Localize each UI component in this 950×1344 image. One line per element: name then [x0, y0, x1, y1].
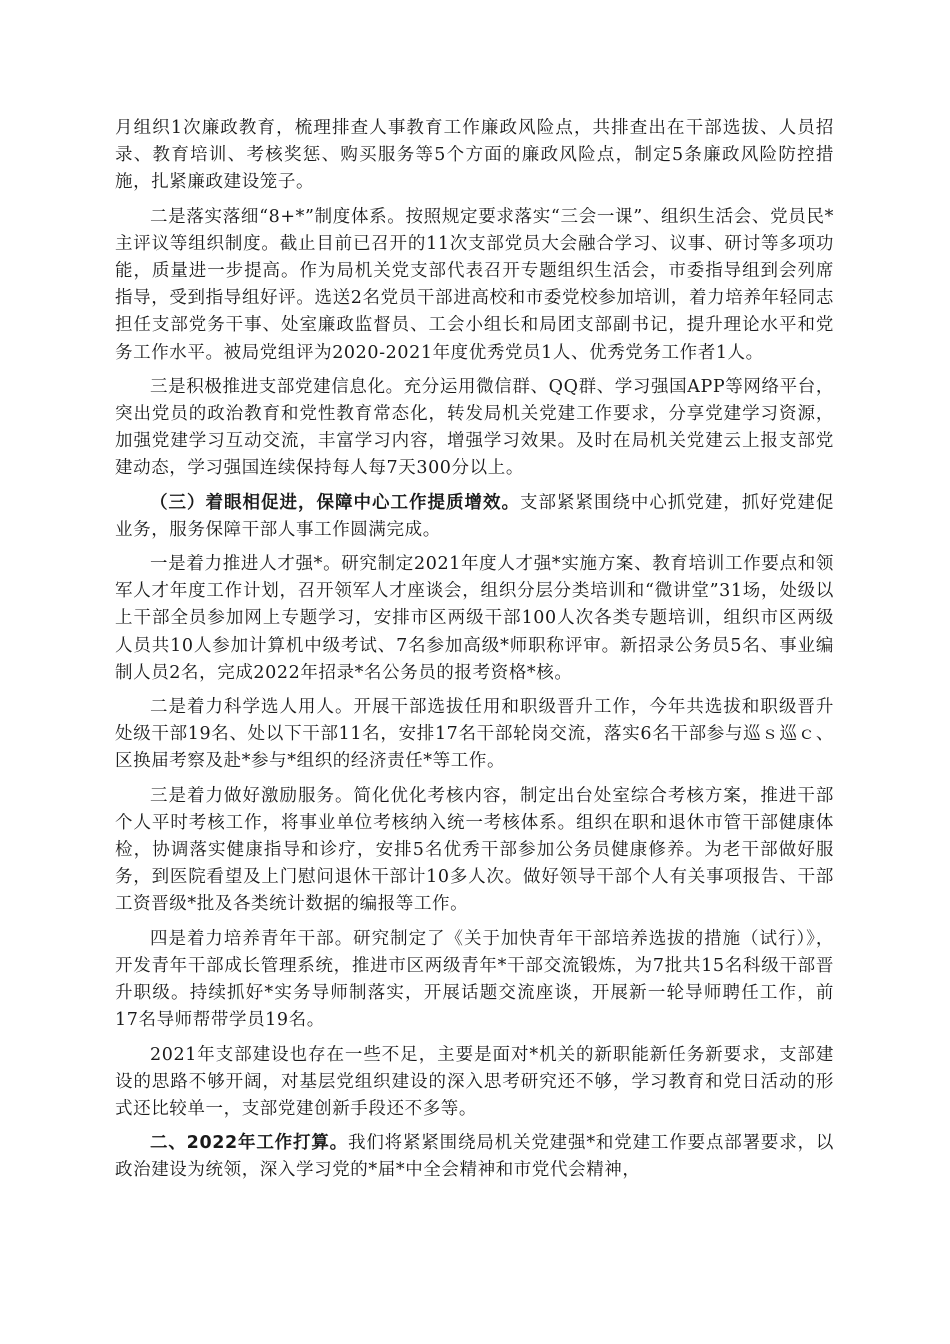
paragraph-shortcomings [115, 1042, 834, 1124]
section-heading: 二、2022年工作打算。 [150, 1133, 348, 1154]
paragraph-continuation [115, 115, 834, 197]
paragraph-text: 二是着力科学选人用人。开展干部选拔任用和职级晋升工作，今年共选拔和职级晋升处级干部19名、处以下干部11名，安排17名干部轮岗交流，落实6名干部参与巡ｓ巡ｃ、区换届考察及赴*参与*组织的经济责任*等工作。 [115, 697, 834, 772]
paragraph-text: 月组织1次廉政教育，梳理排查人事教育工作廉政风险点，共排查出在干部选拔、人员招录、教育培训、考核奖惩、购买服务等5个方面的廉政风险点，制定5条廉政风险防控措施，扎紧廉政建设笼子。 [115, 118, 834, 193]
paragraph-incentive [115, 783, 834, 919]
paragraph-talent [115, 551, 834, 687]
paragraph-text: 二是落实落细“8+*”制度体系。按照规定要求落实“三会一课”、组织生活会、党员民*主评议等组织制度。截止目前已召开的11次支部党员大会融合学习、议事、研讨等多项功能，质量进一步提高。作为局机关党支部代表召开专题组织生活会，市委指导组到会列席指导，受到指导组好评。选送2名党员干部进高校和市委党校参加培训，着力培养年轻同志担任支部党务干事、处室廉政监督员、工会小组长和局团支部副书记，提升理论水平和党务工作水平。被局党组评为2020-2021年度优秀党员1人、优秀党务工作者1人。 [115, 206, 834, 363]
paragraph-text: 三是积极推进支部党建信息化。充分运用微信群、QQ群、学习强国APP等网络平台，突出党员的政治教育和党性教育常态化，转发局机关党建工作要求，分享党建学习资源，加强党建学习互动交流，丰富学习内容，增强学习效果。及时在局机关党建云上报支部党建动态，学习强国连续保持每人每7天300分以上。 [115, 376, 834, 479]
paragraph-section-three-heading [115, 490, 834, 544]
paragraph-text: 2021年支部建设也存在一些不足，主要是面对*机关的新职能新任务新要求，支部建设的思路不够开阔，对基层党组织建设的深入思考研究还不够，学习教育和党日活动的形式还比较单一，支部党建创新手段还不多等。 [115, 1044, 834, 1119]
paragraph-young-cadres [115, 926, 834, 1035]
paragraph-2022-plan [115, 1130, 834, 1184]
document-body [115, 115, 834, 1192]
paragraph-text: 三是着力做好激励服务。简化优化考核内容，制定出台处室综合考核方案，推进干部个人平时考核工作，将事业单位考核纳入统一考核体系。组织在职和退休市管干部健康体检，协调落实健康指导和诊疗，安排5名优秀干部参加公务员健康修养。为老干部做好服务，到医院看望及上门慰问退休干部计10多人次。做好领导干部个人有关事项报告、干部工资晋级*批及各类统计数据的编报等工作。 [115, 785, 834, 915]
paragraph-informatization [115, 374, 834, 483]
paragraph-selection [115, 694, 834, 776]
paragraph-text: 我们将紧紧围绕局机关党建强*和党建工作要点部署要求，以政治建设为统领，深入学习党的*届*中全会精神和市党代会精神， [115, 1133, 834, 1181]
paragraph-text: 一是着力推进人才强*。研究制定2021年度人才强*实施方案、教育培训工作要点和领军人才年度工作计划，召开领军人才座谈会，组织分层分类培训和“微讲堂”31场，处级以上干部全员参加网上专题学习，安排市区两级干部100人次各类专题培训，组织市区两级人员共10人参加计算机中级考试、7名参加高级*师职称评审。新招录公务员5名、事业编制人员2名，完成2022年招录*名公务员的报考资格*核。 [115, 554, 834, 683]
paragraph-system-implementation [115, 204, 834, 367]
section-heading: （三）着眼相促进，保障中心工作提质增效。 [150, 492, 520, 513]
paragraph-text: 支部紧紧围绕中心抓党建，抓好党建促业务，服务保障干部人事工作圆满完成。 [115, 492, 835, 540]
paragraph-text: 四是着力培养青年干部。研究制定了《关于加快青年干部培养选拔的措施（试行）》，开发青年干部成长管理系统，推进市区两级青年*干部交流锻炼，为7批共15名科级干部晋升职级。持续抓好*实务导师制落实，开展话题交流座谈，开展新一轮导师聘任工作，前17名导师帮带学员19名。 [115, 928, 834, 1031]
